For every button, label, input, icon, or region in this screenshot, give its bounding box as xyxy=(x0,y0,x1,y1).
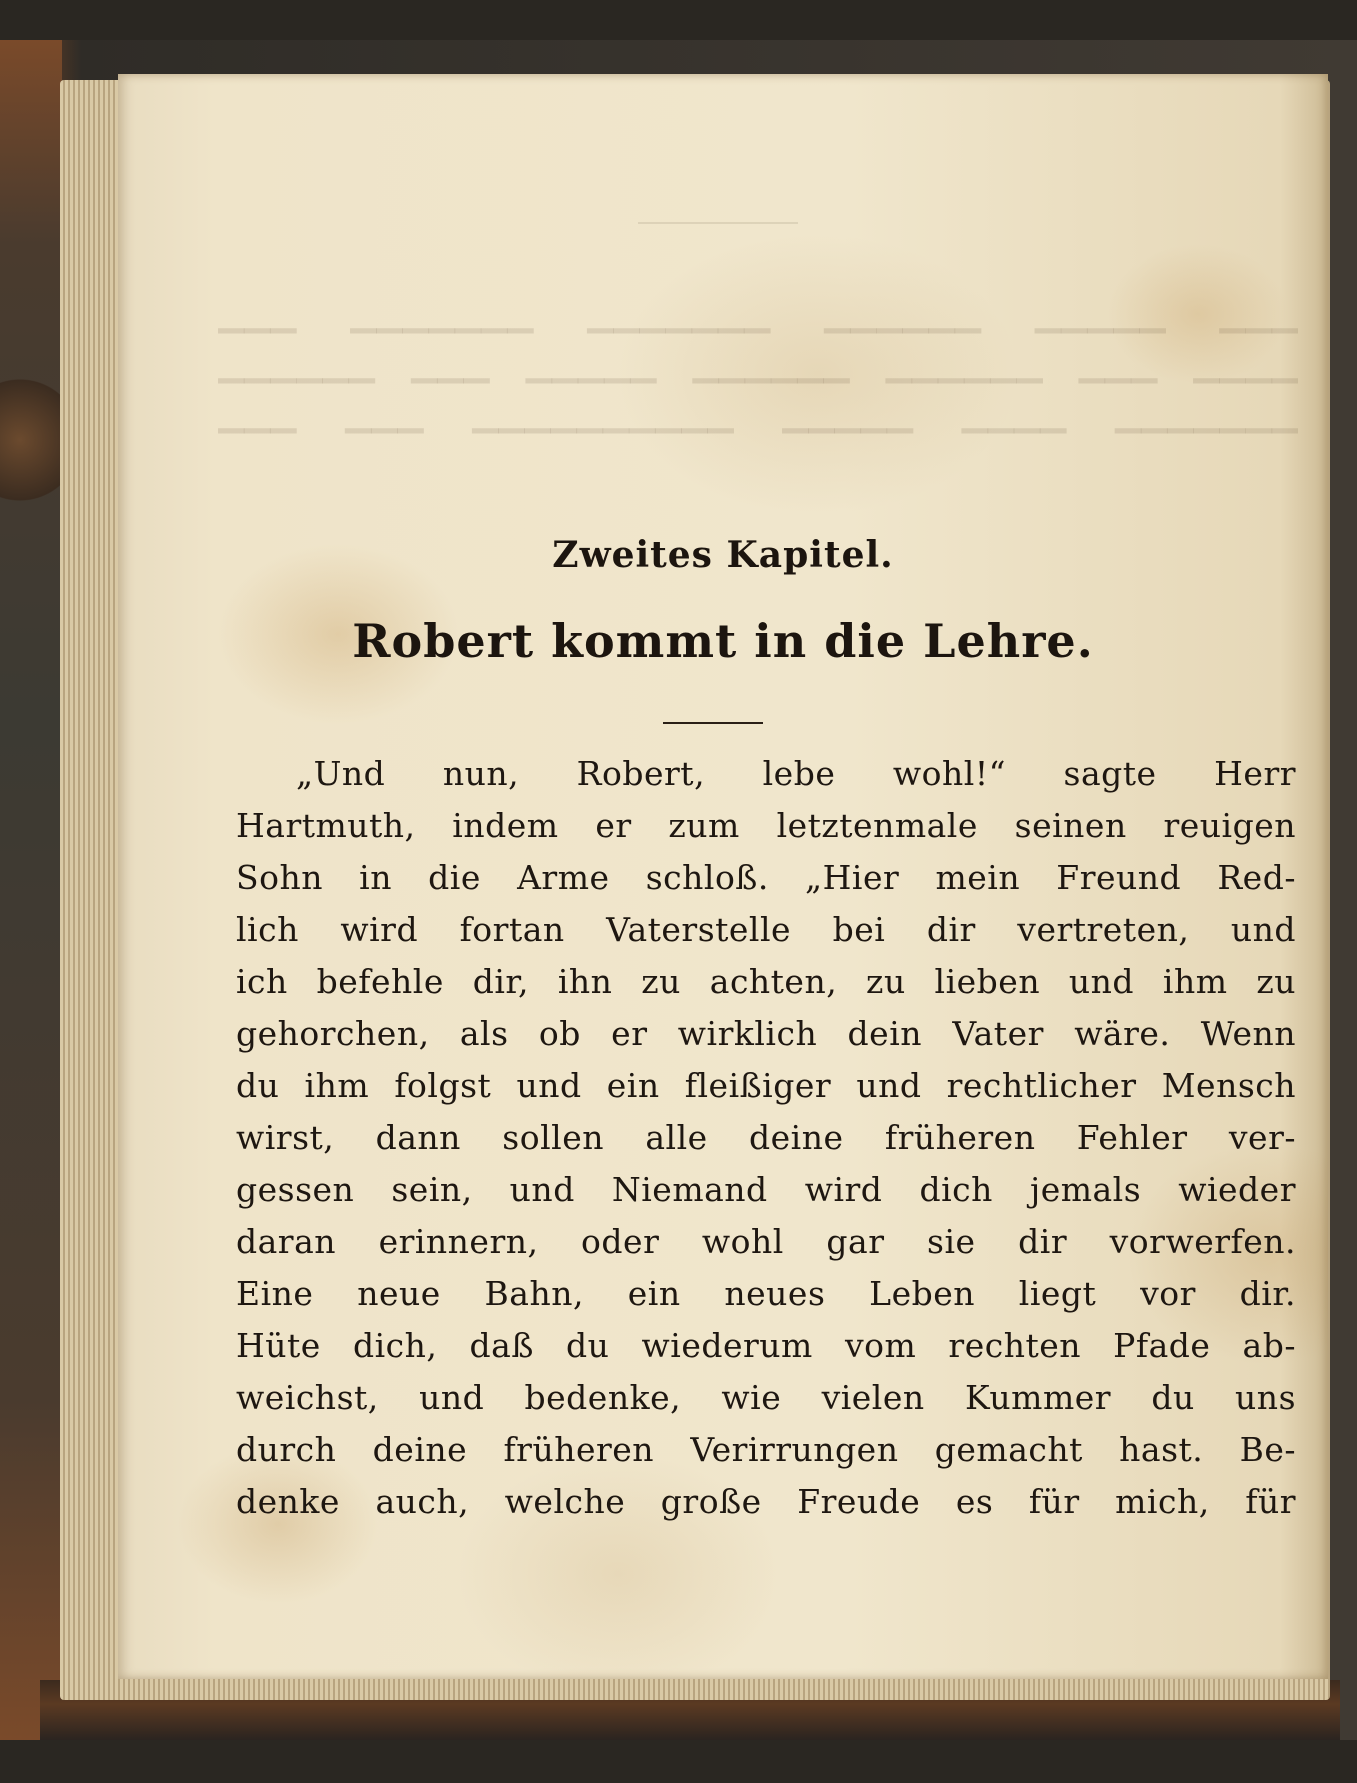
book-binding-edge xyxy=(0,40,62,1740)
body-line: weichst, und bedenke, wie vielen Kummer du uns xyxy=(236,1378,1296,1417)
page-number-rule xyxy=(638,222,798,224)
body-line: gehorchen, als ob er wirklich dein Vater wäre. Wenn xyxy=(236,1014,1296,1053)
body-line: lich wird fortan Vaterstelle bei dir vertreten, und xyxy=(236,910,1296,949)
body-line: gessen sein, und Niemand wird dich jemals wieder xyxy=(236,1170,1296,1209)
chapter-title: Robert kommt in die Lehre. xyxy=(352,614,1094,668)
body-line: denke auch, welche große Freude es für mich, für xyxy=(236,1482,1296,1521)
body-line: Sohn in die Arme schloß. „Hier mein Freund Red- xyxy=(236,858,1296,897)
chapter-heading: Zweites Kapitel. xyxy=(552,534,894,576)
body-line: wirst, dann sollen alle deine früheren Fehler ver- xyxy=(236,1118,1296,1157)
bleed-through-line: ▁▁▁ ▁▁▁▁▁▁▁ ▁▁▁▁▁▁▁ ▁▁▁▁▁▁ ▁▁▁▁▁ ▁▁▁ xyxy=(218,294,1298,334)
body-line: Hartmuth, indem er zum letztenmale seinen reuigen xyxy=(236,806,1296,845)
body-line: daran erinnern, oder wohl gar sie dir vorwerfen. xyxy=(236,1222,1296,1261)
body-line: ich befehle dir, ihn zu achten, zu lieben und ihm zu xyxy=(236,962,1296,1001)
body-line: du ihm folgst und ein fleißiger und rechtlicher Mensch xyxy=(236,1066,1296,1105)
body-line: Hüte dich, daß du wiederum vom rechten Pfade ab- xyxy=(236,1326,1296,1365)
body-line: durch deine früheren Verirrungen gemacht hast. Be- xyxy=(236,1430,1296,1469)
bleed-through-line: ▁▁▁▁▁▁ ▁▁▁ ▁▁▁▁▁ ▁▁▁▁▁▁ ▁▁▁▁▁▁ ▁▁▁ ▁▁▁▁ xyxy=(218,344,1298,384)
section-divider xyxy=(663,722,763,724)
body-line: Eine neue Bahn, ein neues Leben liegt vor dir. xyxy=(236,1274,1296,1313)
book-page xyxy=(118,74,1328,1679)
body-line: „Und nun, Robert, lebe wohl!“ sagte Herr xyxy=(296,754,1296,793)
bleed-through-line: ▁▁▁ ▁▁▁ ▁▁▁▁▁▁▁▁▁▁ ▁▁▁▁▁ ▁▁▁▁ ▁▁▁▁▁▁▁ xyxy=(218,394,1298,434)
